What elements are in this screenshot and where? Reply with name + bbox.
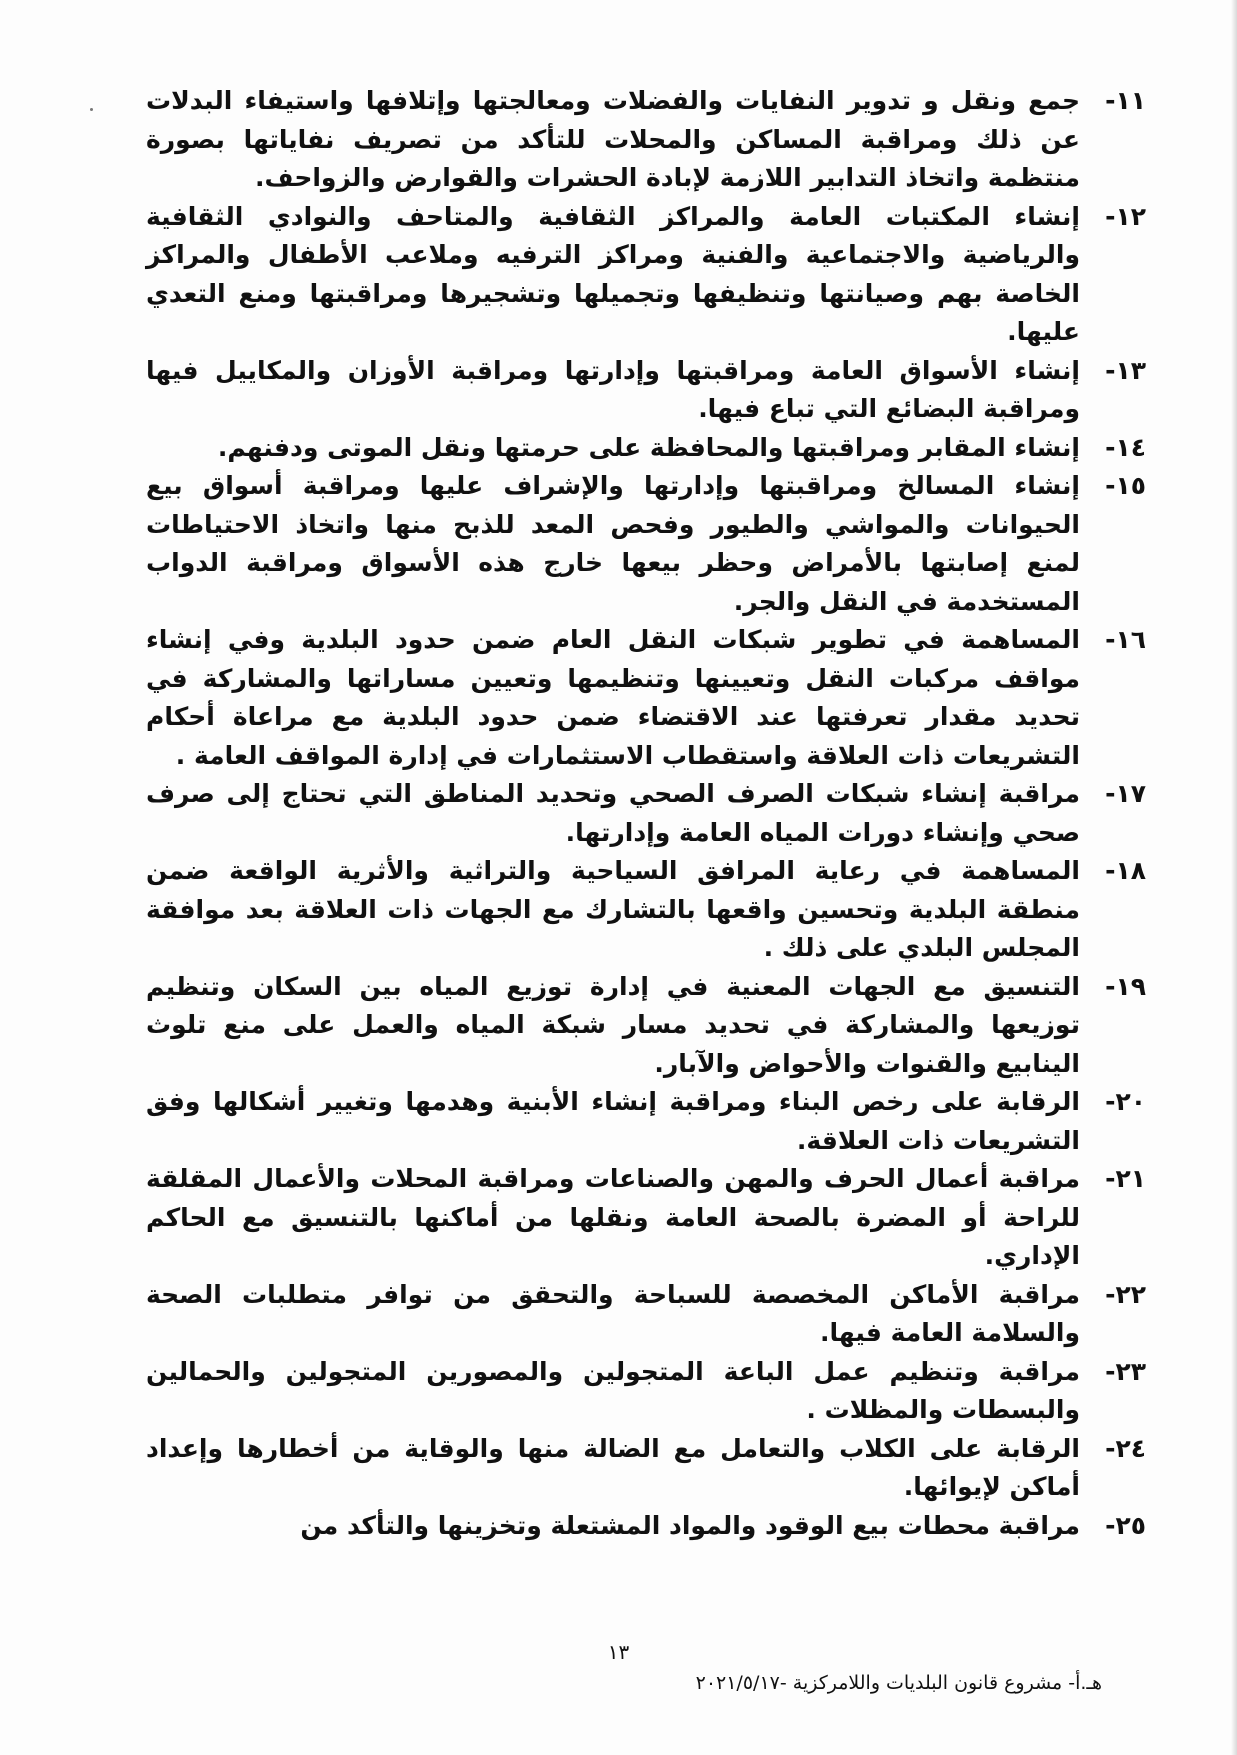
- list-item: [146, 429, 1146, 468]
- footer-note: هـ.أ- مشروع قانون البلديات واللامركزية -٢٠٢١/٥/١٧: [695, 1672, 1102, 1694]
- item-number: ١١-: [1105, 86, 1146, 115]
- item-number: ١٩-: [1105, 971, 1146, 1001]
- item-text: الرقابة على الكلاب والتعامل مع الضالة منها والوقاية من أخطارها وإعداد أماكن لإيوائها.: [146, 1433, 1080, 1501]
- item-text: التنسيق مع الجهات المعنية في إدارة توزيع المياه بين السكان وتنظيم توزيعها والمشاركة في تحديد مسار شبكة المياه والعمل على منع تلوث الينابيع والقنوات والأحواض والآبار.: [146, 971, 1080, 1078]
- item-text: المساهمة في رعاية المرافق السياحية والتراثية والأثرية الواقعة ضمن منطقة البلدية وتحسين واقعها بالتشارك مع الجهات ذات العلاقة بعد موافقة المجلس البلدي على ذلك .: [146, 856, 1080, 962]
- item-number: ١٤-: [1105, 432, 1146, 462]
- list-item: [146, 1353, 1146, 1430]
- list-item: [146, 352, 1146, 429]
- list-item: [146, 621, 1146, 775]
- scan-speck: [90, 108, 93, 111]
- item-text: مراقبة محطات بيع الوقود والمواد المشتعلة وتخزينها والتأكد من: [300, 1510, 1080, 1540]
- page-number: ١٣: [607, 1640, 630, 1664]
- list-item: [146, 1430, 1146, 1507]
- item-number: ١٨-: [1105, 856, 1146, 885]
- item-text: الرقابة على رخص البناء ومراقبة إنشاء الأبنية وهدمها وتغيير أشكالها وفق التشريعات ذات العلاقة.: [146, 1087, 1080, 1155]
- item-text: إنشاء المكتبات العامة والمراكز الثقافية والمتاحف والنوادي الثقافية والرياضية والاجتماعية والفنية ومراكز الترفيه وملاعب الأطفال والمراكز الخاصة بهم وصيانتها وتنظيفها وتجميلها وتشجيرها ومراقبتها ومنع التعدي عليها.: [146, 201, 1080, 346]
- list-item: [146, 1083, 1146, 1160]
- list-item: [146, 852, 1146, 968]
- item-number: ١٧-: [1105, 779, 1146, 808]
- item-text: إنشاء الأسواق العامة ومراقبتها وإدارتها ومراقبة الأوزان والمكاييل فيها ومراقبة البضائع التي تباع فيها.: [146, 355, 1080, 423]
- scan-edge-shadow: [1231, 0, 1237, 1755]
- item-number: ٢٠-: [1105, 1087, 1146, 1116]
- item-text: المساهمة في تطوير شبكات النقل العام ضمن حدود البلدية وفي إنشاء مواقف مركبات النقل وتعيينها وتنظيمها وتعيين مساراتها والمشاركة في تحديد مقدار تعرفتها عند الاقتضاء ضمن حدود البلدية مع مراعاة أحكام التشريعات ذات العلاقة واستقطاب الاستثمارات في إدارة المواقف العامة .: [146, 625, 1080, 770]
- item-text: مراقبة وتنظيم عمل الباعة المتجولين والمصورين المتجولين والحمالين والبسطات والمظلات .: [146, 1356, 1080, 1424]
- list-item: [146, 82, 1146, 198]
- item-number: ٢٥-: [1105, 1510, 1146, 1540]
- item-text: مراقبة الأماكن المخصصة للسباحة والتحقق من توافر متطلبات الصحة والسلامة العامة فيها.: [146, 1279, 1080, 1347]
- item-number: ١٢-: [1105, 201, 1146, 231]
- item-text: مراقبة إنشاء شبكات الصرف الصحي وتحديد المناطق التي تحتاج إلى صرف صحي وإنشاء دورات المياه العامة وإدارتها.: [146, 779, 1080, 847]
- list-item: [146, 198, 1146, 352]
- item-number: ٢٢-: [1105, 1279, 1146, 1309]
- list-item: [146, 1160, 1146, 1276]
- list-item: [146, 1276, 1146, 1353]
- list-item: [146, 775, 1146, 852]
- article-list: [146, 82, 1146, 1545]
- list-item: [146, 1507, 1146, 1546]
- item-text: جمع ونقل و تدوير النفايات والفضلات ومعالجتها وإتلافها واستيفاء البدلات عن ذلك ومراقبة المساكن والمحلات للتأكد من تصريف نفاياتها بصورة منتظمة واتخاذ التدابير اللازمة لإبادة الحشرات والقوارض والزواحف.: [146, 86, 1080, 192]
- item-text: إنشاء المقابر ومراقبتها والمحافظة على حرمتها ونقل الموتى ودفنهم.: [217, 432, 1080, 462]
- list-item: [146, 467, 1146, 621]
- list-item: [146, 968, 1146, 1084]
- item-number: ١٥-: [1105, 471, 1146, 500]
- item-number: ٢١-: [1105, 1164, 1146, 1193]
- item-text: إنشاء المسالخ ومراقبتها وإدارتها والإشراف عليها ومراقبة أسواق بيع الحيوانات والمواشي والطيور وفحص المعد للذبح منها واتخاذ الاحتياطات لمنع إصابتها بالأمراض وحظر بيعها خارج هذه الأسواق ومراقبة الدواب المستخدمة في النقل والجر.: [146, 471, 1080, 616]
- item-number: ٢٤-: [1105, 1433, 1146, 1463]
- item-number: ٢٣-: [1105, 1356, 1146, 1386]
- item-text: مراقبة أعمال الحرف والمهن والصناعات ومراقبة المحلات والأعمال المقلقة للراحة أو المضرة بالصحة العامة ونقلها من أماكنها بالتنسيق مع الحاكم الإداري.: [146, 1164, 1080, 1270]
- item-number: ١٦-: [1105, 625, 1146, 654]
- item-number: ١٣-: [1105, 355, 1146, 385]
